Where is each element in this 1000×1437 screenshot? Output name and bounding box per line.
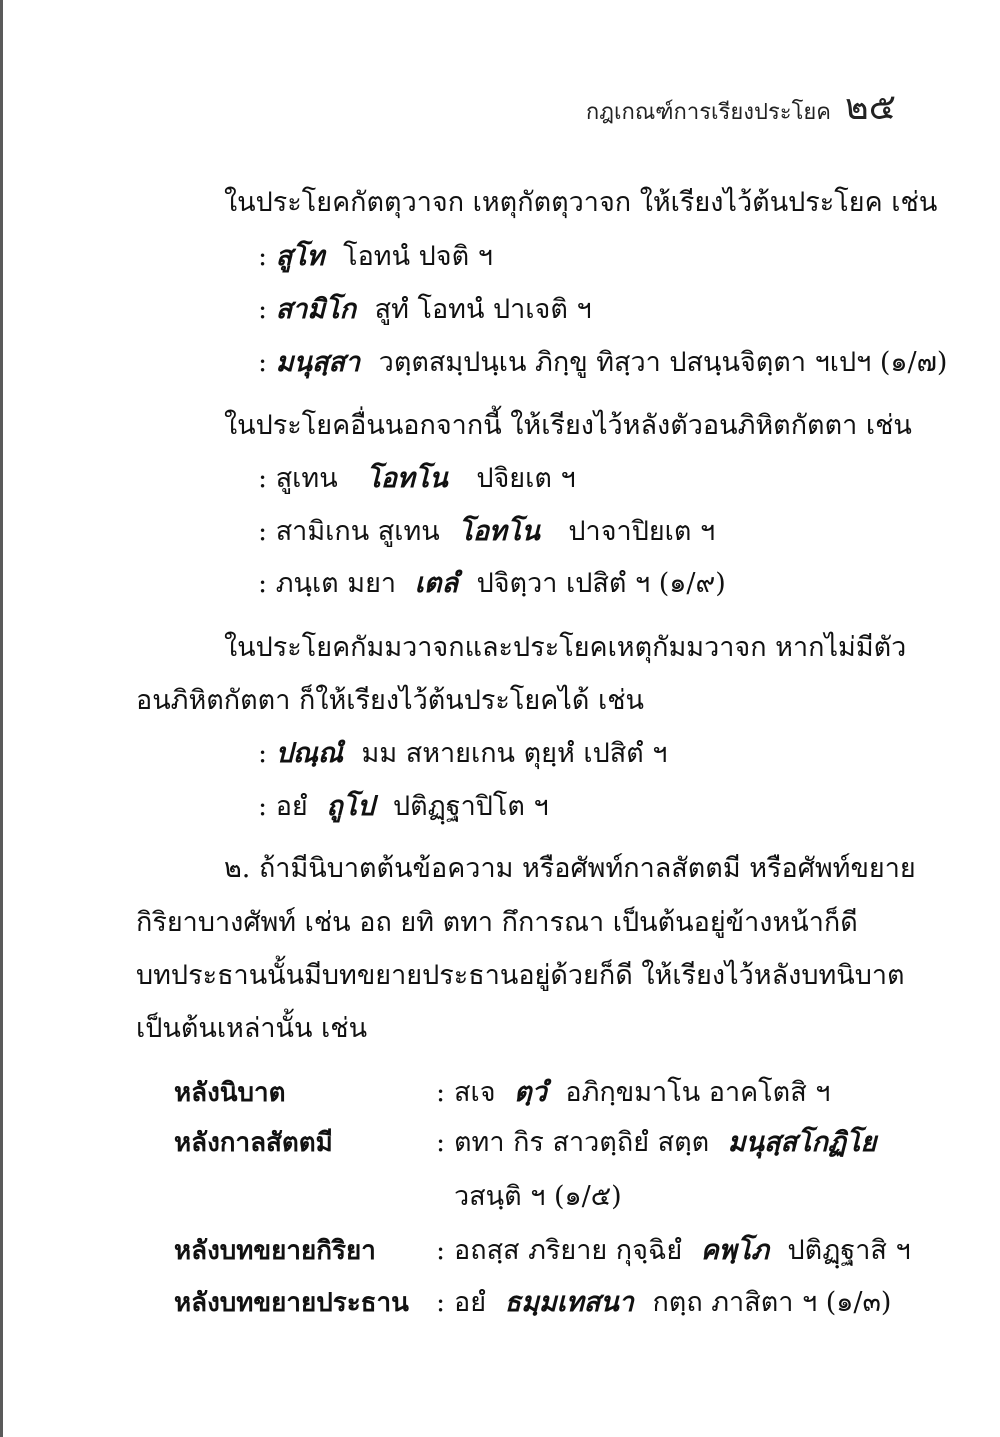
example-colon: : xyxy=(258,294,268,325)
example-text: มม สหายเกน ตุยฺหํ เปสิตํ ฯ xyxy=(361,738,668,769)
table-suffix: กตฺถ ภาสิตา ฯ (๑/๓) xyxy=(652,1287,892,1318)
example-line xyxy=(258,462,576,496)
table-text xyxy=(454,1286,891,1320)
example-emphasis: ถูโป xyxy=(326,791,375,822)
example-emphasis: เตลํ xyxy=(414,568,458,599)
example-emphasis: โอทโน xyxy=(458,516,540,547)
paragraph-intro-1: ในประโยคกัตตุวาจก เหตุกัตตุวาจก ให้เรียงไว้ต้นประโยค เช่น xyxy=(224,187,938,218)
example-colon: : xyxy=(258,738,268,769)
page-number: ๒๕ xyxy=(845,87,896,128)
example-text: ปจิยเต ฯ xyxy=(476,463,576,494)
paragraph-continuation: เป็นต้นเหล่านั้น เช่น xyxy=(136,1013,368,1044)
page-border xyxy=(0,0,3,1437)
paragraph-intro-2: ในประโยคอื่นนอกจากนี้ ให้เรียงไว้หลังตัวอนภิหิตกัตตา เช่น xyxy=(224,410,912,441)
example-emphasis: ปณฺณํ xyxy=(275,738,343,769)
example-line xyxy=(258,293,592,327)
example-colon: : xyxy=(258,241,268,272)
table-colon: : xyxy=(436,1287,446,1318)
running-header xyxy=(586,78,896,135)
example-line xyxy=(258,515,715,549)
table-colon: : xyxy=(436,1235,446,1266)
table-label: หลังนิบาต xyxy=(174,1078,286,1108)
table-row xyxy=(0,1076,1000,1110)
table-suffix: ปติฏฺฐาสิ ฯ xyxy=(787,1235,911,1266)
example-prefix: สูเทน xyxy=(275,463,338,494)
table-prefix: อถสฺส ภริยาย กุจฺฉิยํ xyxy=(454,1235,683,1266)
paragraph-intro-3: ในประโยคกัมมวาจกและประโยคเหตุกัมมวาจก หากไม่มีตัว xyxy=(224,632,907,663)
example-line xyxy=(258,346,947,380)
table-row-continuation xyxy=(0,1180,1000,1214)
example-text: ปจิตฺวา เปสิตํ ฯ (๑/๙) xyxy=(476,568,726,599)
table-text xyxy=(454,1126,876,1160)
example-emphasis: สูโท xyxy=(275,241,325,272)
example-text: วตฺตสมฺปนฺเน ภิกฺขู ทิสฺวา ปสนฺนจิตฺตา ฯเปฯ (๑/๗) xyxy=(378,347,948,378)
example-colon: : xyxy=(258,516,268,547)
table-text xyxy=(454,1234,911,1268)
table-suffix: อภิกฺขมาโน อาคโตสิ ฯ xyxy=(565,1077,831,1108)
table-emphasis: ตฺวํ xyxy=(514,1077,547,1108)
example-text: โอทนํ ปจติ ฯ xyxy=(343,241,493,272)
example-colon: : xyxy=(258,347,268,378)
table-prefix: อยํ xyxy=(454,1287,487,1318)
table-prefix: สเจ xyxy=(454,1077,496,1108)
example-text: ปาจาปิยเต ฯ xyxy=(568,516,716,547)
example-line xyxy=(258,567,726,601)
table-colon: : xyxy=(436,1127,446,1158)
example-line xyxy=(258,790,549,824)
example-text: ปติฏฺฐาปิโต ฯ xyxy=(392,791,549,822)
table-row xyxy=(0,1286,1000,1320)
table-emphasis: คพฺโภ xyxy=(700,1235,769,1266)
example-emphasis: มนุสฺสา xyxy=(275,347,361,378)
paragraph-continuation: บทประธานนั้นมีบทขยายประธานอยู่ด้วยก็ดี ให้เรียงไว้หลังบทนิบาต xyxy=(136,960,905,991)
paragraph-continuation: กิริยาบางศัพท์ เช่น อถ ยทิ ตทา กึการณา เป็นต้นอยู่ข้างหน้าก็ดี xyxy=(136,907,858,938)
example-text: สูทํ โอทนํ ปาเจติ ฯ xyxy=(374,294,592,325)
table-label: หลังกาลสัตตมี xyxy=(174,1128,333,1158)
table-row xyxy=(0,1126,1000,1160)
table-prefix: ตทา กิร สาวตฺถิยํ สตฺต xyxy=(454,1127,710,1158)
example-colon: : xyxy=(258,791,268,822)
example-prefix: ภนฺเต มยา xyxy=(275,568,397,599)
table-label: หลังบทขยายประธาน xyxy=(174,1288,409,1318)
example-colon: : xyxy=(258,568,268,599)
example-emphasis: สามิโก xyxy=(275,294,356,325)
example-line xyxy=(258,737,667,771)
example-emphasis: โอทโน xyxy=(366,463,448,494)
table-colon: : xyxy=(436,1077,446,1108)
paragraph-continuation: อนภิหิตกัตตา ก็ให้เรียงไว้ต้นประโยคได้ เช่น xyxy=(136,685,644,716)
table-continuation: วสนฺติ ฯ (๑/๕) xyxy=(454,1181,622,1212)
table-text xyxy=(454,1076,830,1110)
header-title: กฎเกณฑ์การเรียงประโยค xyxy=(585,100,832,125)
table-row xyxy=(0,1234,1000,1268)
paragraph-rule-2: ๒. ถ้ามีนิบาตต้นข้อความ หรือศัพท์กาลสัตตมี หรือศัพท์ขยาย xyxy=(224,853,916,884)
example-colon: : xyxy=(258,463,268,494)
example-prefix: อยํ xyxy=(275,791,308,822)
example-prefix: สามิเกน สูเทน xyxy=(275,516,440,547)
example-line xyxy=(258,240,493,274)
table-emphasis: ธมฺมเทสนา xyxy=(504,1287,634,1318)
table-emphasis: มนุสฺสโกฏิโย xyxy=(727,1127,877,1158)
table-label: หลังบทขยายกิริยา xyxy=(174,1236,376,1266)
